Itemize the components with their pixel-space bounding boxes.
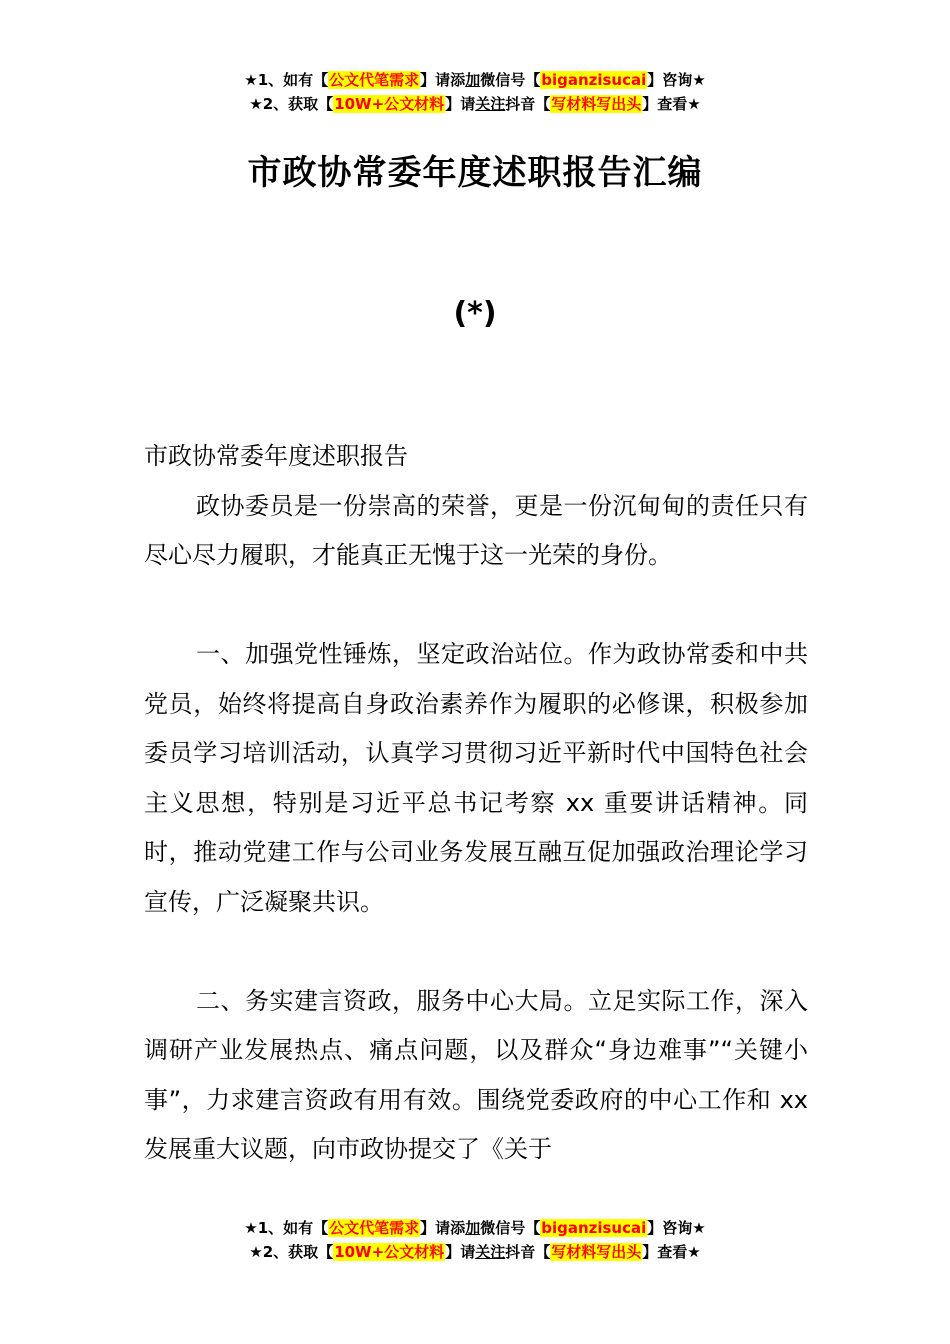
promo-highlight-douyin: 写材料写出头 (551, 95, 642, 113)
promo-underlined-text: 关注 (475, 95, 506, 113)
promo-underlined-text: 关注 (475, 1243, 506, 1261)
section-subtitle: 市政协常委年度述职报告 (144, 442, 408, 470)
promo-text: 】请 (445, 95, 476, 113)
promo-line-2 (0, 1240, 950, 1264)
document-marker: (*) (453, 296, 497, 331)
promo-text: 抖音【 (505, 1243, 551, 1261)
promo-underlined-text: 加 (465, 71, 481, 89)
promo-highlight-douyin: 写材料写出头 (551, 1243, 642, 1261)
promo-highlight-wechat-id: biganzisucai (541, 1219, 647, 1237)
promo-highlight-service: 公文代笔需求 (329, 1219, 420, 1237)
promo-text: ★1、如有【 (244, 1219, 329, 1237)
promo-text: 微信号【 (480, 71, 541, 89)
promo-text: 抖音【 (505, 95, 551, 113)
promo-line-1 (0, 1216, 950, 1240)
promo-line-2 (0, 92, 950, 116)
promo-text: ★2、获取【 (249, 1243, 334, 1261)
promo-text: 】查看★ (642, 1243, 701, 1261)
promo-underlined-text: 加 (465, 1219, 481, 1237)
document-body (144, 432, 808, 1175)
document-title: 市政协常委年度述职报告汇编 (247, 153, 703, 193)
promo-highlight-wechat-id: biganzisucai (541, 71, 647, 89)
paragraph-spacer (144, 927, 808, 977)
promo-banner-bottom (0, 1216, 950, 1264)
promo-text: 】请添 (420, 1219, 466, 1237)
promo-text: ★2、获取【 (249, 95, 334, 113)
paragraph-section-1: 一、加强党性锤炼，坚定政治站位。作为政协常委和中共党员，始终将提高自身政治素养作为履职的必修课，积极参加委员学习培训活动，认真学习贯彻习近平新时代中国特色社会主义思想，特别是习近平总书记考察 xx 重要讲话精神。同时，推动党建工作与公司业务发展互融互促加强政治理论学习宣传，广泛凝聚共识。 (144, 640, 808, 916)
paragraph-intro: 政协委员是一份崇高的荣誉，更是一份沉甸甸的责任只有尽心尽力履职，才能真正无愧于这一光荣的身份。 (144, 491, 808, 569)
promo-text: 】咨询★ (647, 1219, 706, 1237)
promo-line-1 (0, 68, 950, 92)
promo-highlight-service: 公文代笔需求 (329, 71, 420, 89)
promo-text: 】请添 (420, 71, 466, 89)
promo-banner-top (0, 68, 950, 116)
paragraph-section-2: 二、务实建言资政，服务中心大局。立足实际工作，深入调研产业发展热点、痛点问题，以及群众“身边难事”“关键小事”，力求建言资政有用有效。围绕党委政府的中心工作和 xx 发展重大议题，向市政协提交了《关于 (144, 986, 808, 1163)
promo-highlight-materials: 10W+公文材料 (334, 95, 445, 113)
promo-text: 】咨询★ (647, 71, 706, 89)
promo-text: ★1、如有【 (244, 71, 329, 89)
promo-highlight-materials: 10W+公文材料 (334, 1243, 445, 1261)
promo-text: 】请 (445, 1243, 476, 1261)
promo-text: 微信号【 (480, 1219, 541, 1237)
paragraph-spacer (144, 581, 808, 631)
promo-text: 】查看★ (642, 95, 701, 113)
